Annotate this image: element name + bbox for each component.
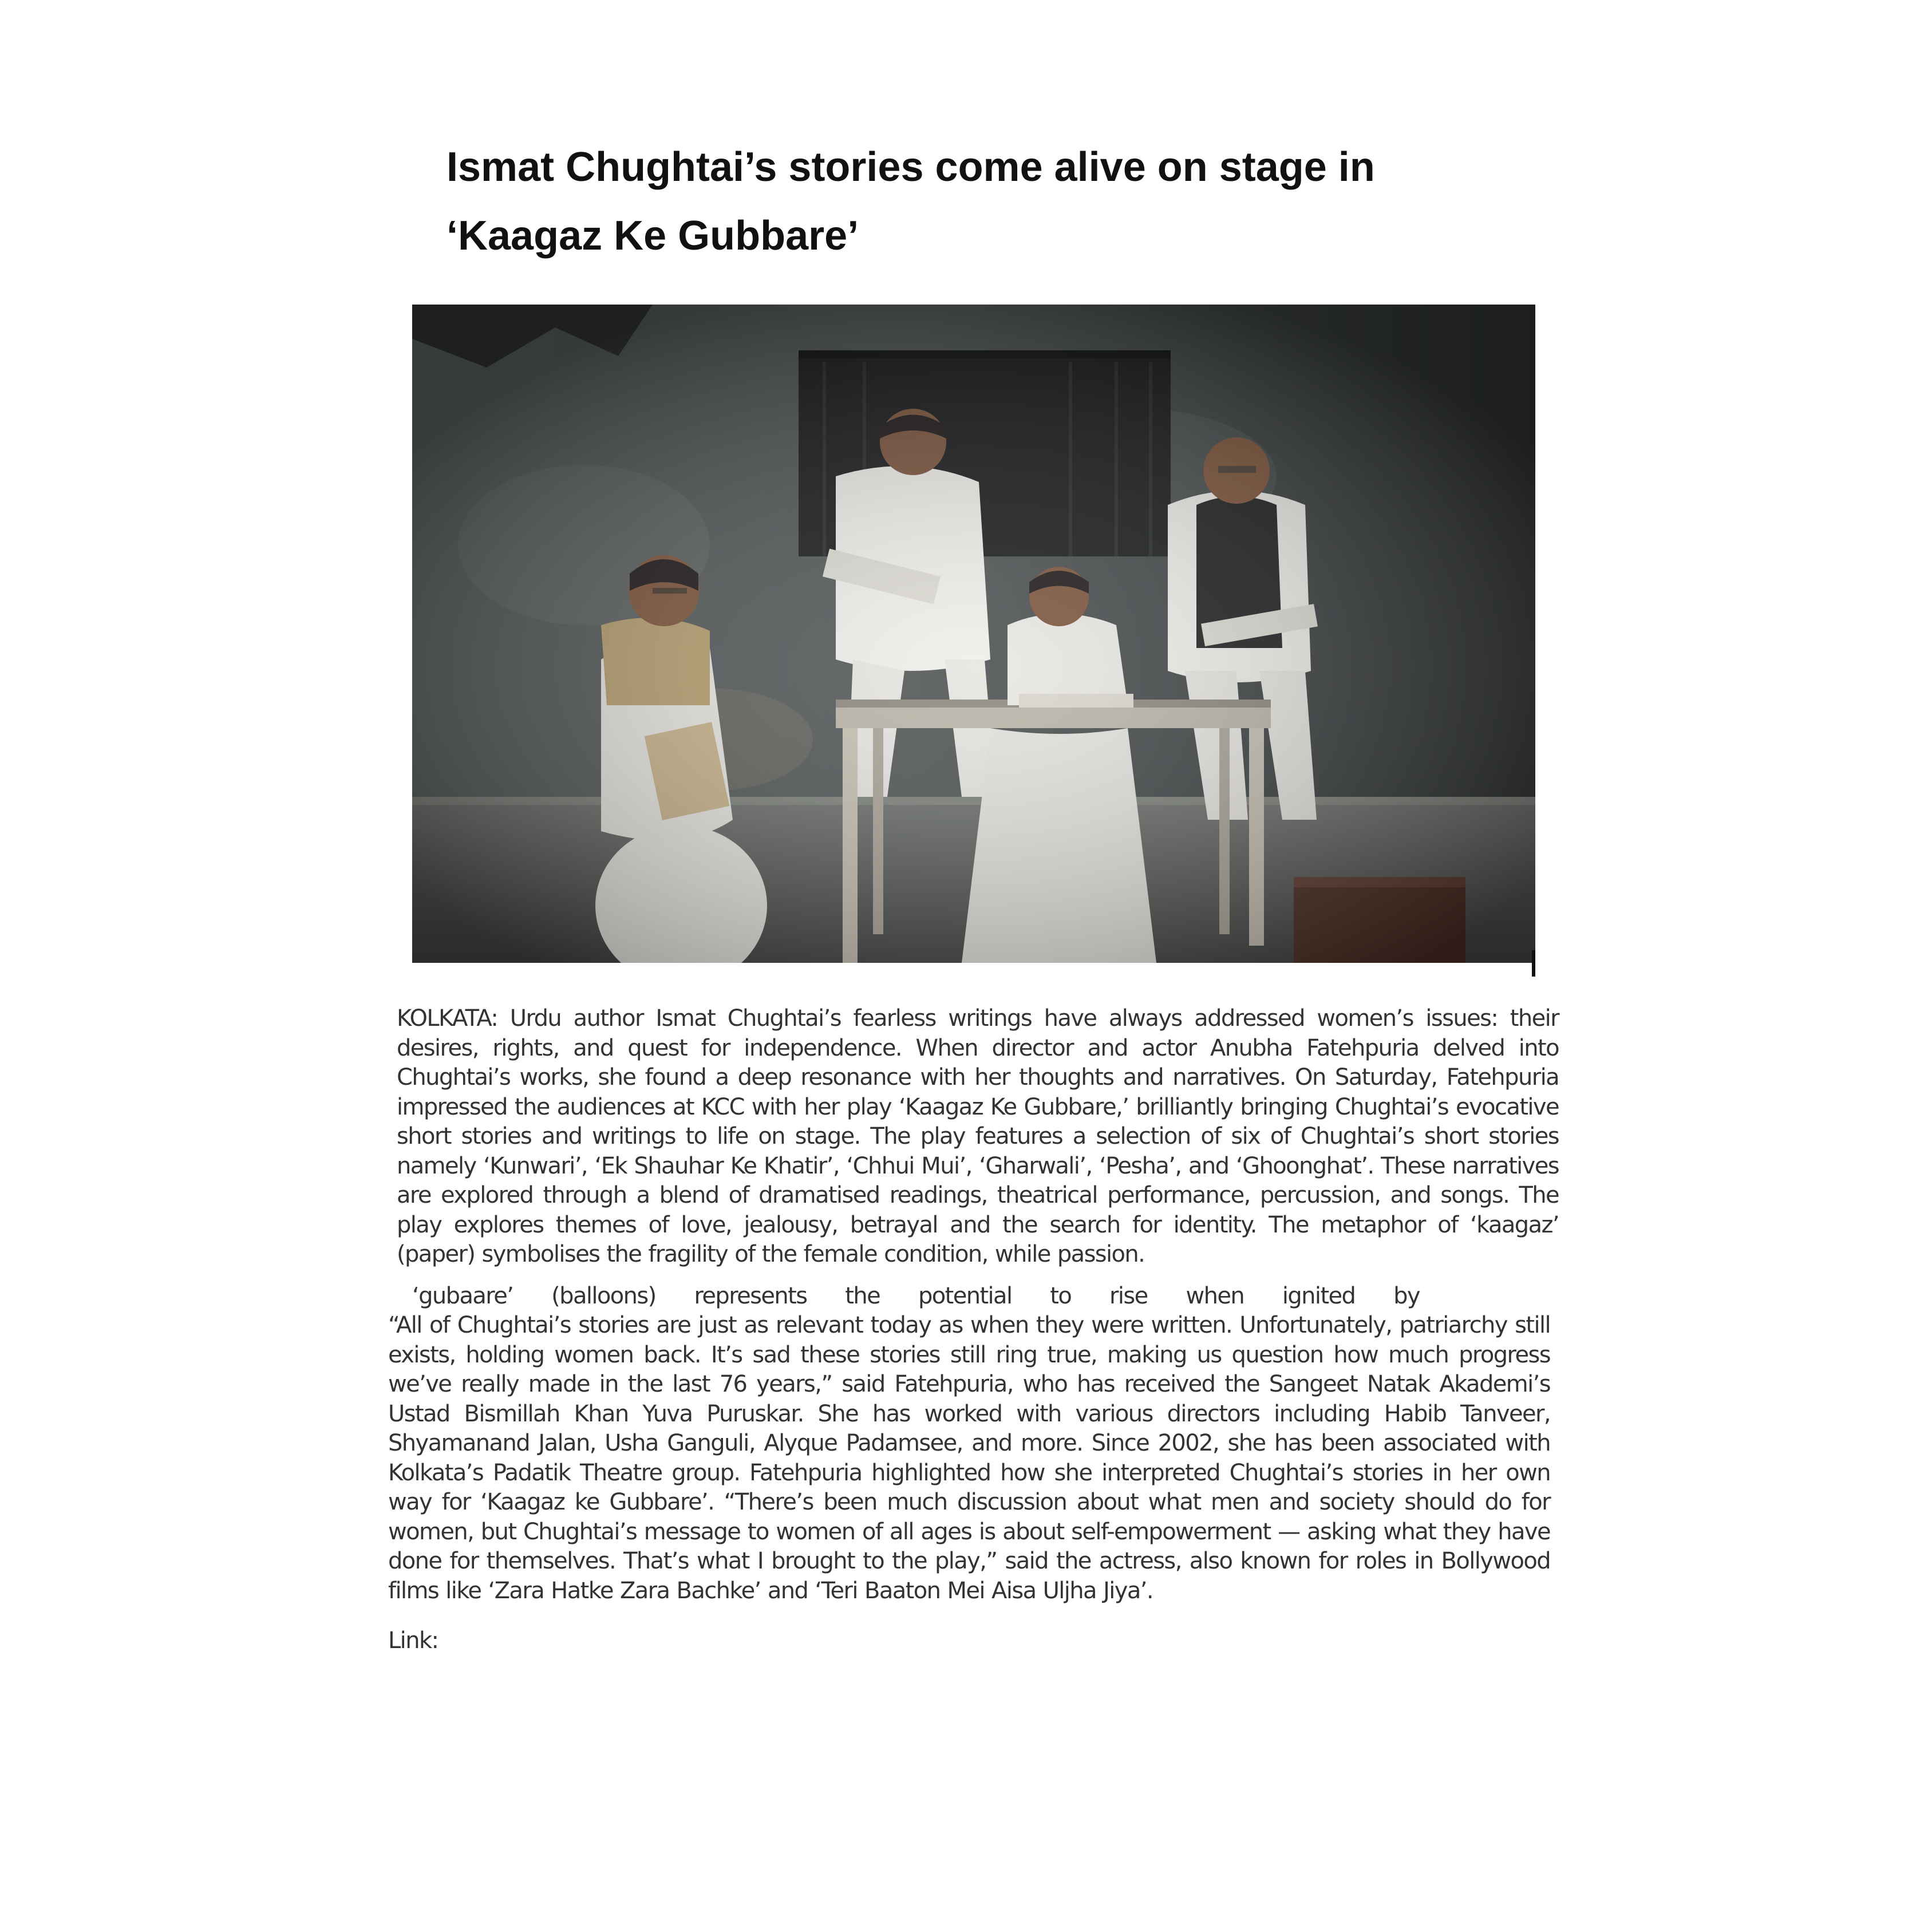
headline-line-2: ‘Kaagaz Ke Gubbare’ — [447, 213, 859, 259]
article-headline — [447, 133, 1591, 270]
link-label: Link: — [388, 1627, 438, 1654]
article-paragraph-3: “All of Chughtai’s stories are just as relevant today as when they were written. Unfortunately, patriarchy still exists, holding women back. It’s sad these stories still ring true, making us question how much progress we’ve really made in the last 76 years,” said Fatehpuria, who has received the Sangeet Natak Akademi’s Ustad Bismillah Khan Yuva Puruskar. She has worked with various directors including Habib Tanveer, Shyamanand Jalan, Usha Ganguli, Alyque Padamsee, and more. Since 2002, she has been associated with Kolkata’s Padatik Theatre group. Fatehpuria highlighted how she interpreted Chughtai’s stories in her own way for ‘Kaagaz ke Gubbare’. “There’s been much discussion about what men and society should do for women, but Chughtai’s message to women of all ages is about self-empowerment — asking what they have done for themselves. That’s what I brought to the play,” said the actress, also known for roles in Bollywood films like ‘Zara Hatke Zara Bachke’ and ‘Teri Baaton Mei Aisa Uljha Jiya’. — [388, 1312, 1550, 1604]
stage-photo-image — [412, 305, 1535, 963]
headline-line-1: Ismat Chughtai’s stories come alive on stage in — [447, 144, 1375, 190]
article-paragraph-1: KOLKATA: Urdu author Ismat Chughtai’s fearless writings have always addressed women’s issues: their desires, rights, and quest for independence. When director and actor Anubha Fatehpuria delved into Chughtai’s works, she found a deep resonance with her thoughts and narratives. On Saturday, Fatehpuria impressed the audiences at KCC with her play ‘Kaagaz Ke Gubbare,’ brilliantly bringing Chughtai’s evocative short stories and writings to life on stage. The play features a selection of six of Chughtai’s short stories namely ‘Kunwari’, ‘Ek Shauhar Ke Khatir’, ‘Chhui Mui’, ‘Gharwali’, ‘Pesha’, and ‘Ghoonghat’. These narratives are explored through a blend of dramatised readings, theatrical performance, percussion, and songs. The play explores themes of love, jealousy, betrayal and the search for identity. The metaphor of ‘kaagaz’ (paper) symbolises the fragility of the female condition, while passion. — [397, 1005, 1559, 1267]
article-paragraph-2: ‘gubaare’ (balloons) represents the potential to rise when ignited by — [412, 1283, 1420, 1309]
photo-edge-mark — [1532, 950, 1535, 977]
